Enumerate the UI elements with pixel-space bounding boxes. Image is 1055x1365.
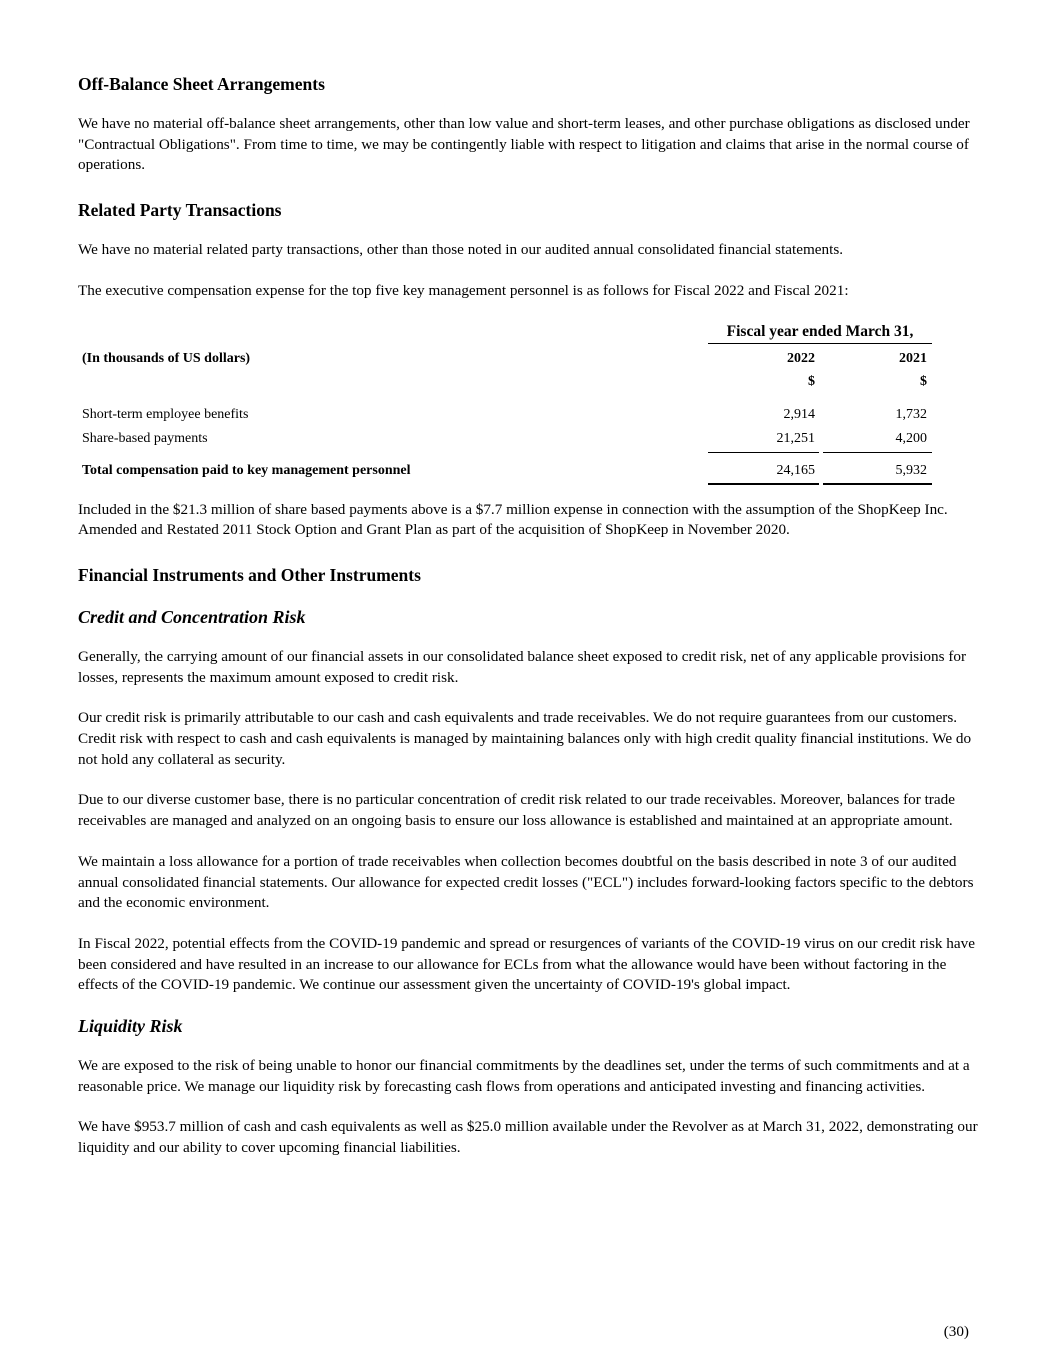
paragraph-credit-risk-3: Due to our diverse customer base, there is no particular concentration of credit risk related to our trade receivables. Moreover, balances for trade receivables are managed and analyzed on an ongoing basis to ensure our loss allowance is established and maintained at an appropriate amount. — [78, 791, 955, 830]
table-period-header: Fiscal year ended March 31, — [726, 322, 914, 340]
heading-credit-risk: Credit and Concentration Risk — [78, 606, 306, 627]
paragraph-related-party-3: Included in the $21.3 million of share based payments above is a $7.7 million expense in connection with the assumption of the ShopKeep Inc. Amended and Restated 2011 Stock Option and Grant Plan as part of the acquisition of ShopKeep in November 2020. — [78, 500, 948, 539]
paragraph-credit-risk-5: In Fiscal 2022, potential effects from the COVID-19 pandemic and spread or resurgences of variants of the COVID-19 virus on our credit risk have been considered and have resulted in an increase to our allowance for ECLs from what the allowance would have been without factoring in the effects of the COVID-19 pandemic. We continue our assessment given the uncertainty of COVID-19's global impact. — [78, 934, 975, 994]
total-rule-2022 — [708, 483, 819, 485]
table-total-2021: 5,932 — [895, 462, 927, 478]
page-number: (30) — [943, 1323, 969, 1340]
table-currency-2021: $ — [920, 373, 927, 389]
table-units-label: (In thousands of US dollars) — [82, 350, 251, 366]
period-header-rule — [708, 343, 932, 344]
heading-off-balance-sheet: Off-Balance Sheet Arrangements — [78, 74, 325, 94]
table-total-label: Total compensation paid to key management personnel — [82, 462, 411, 478]
subtotal-rule-2021 — [823, 452, 932, 453]
paragraph-liquidity-risk-2: We have $953.7 million of cash and cash equivalents as well as $25.0 million available under the Revolver as at March 31, 2022, demonstrating our liquidity and our ability to cover upcoming financial liabilities. — [78, 1118, 978, 1157]
table-row-label: Share-based payments — [82, 430, 208, 446]
table-cell: 21,251 — [776, 430, 815, 446]
paragraph-off-balance-sheet: We have no material off-balance sheet arrangements, other than low value and short-term leases, and other purchase obligations as disclosed under "Contractual Obligations". From time to time, we may be contingently liable with respect to litigation and claims that arise in the normal course of operations. — [78, 115, 970, 174]
document-page — [78, 72, 978, 1159]
heading-related-party: Related Party Transactions — [78, 200, 282, 221]
paragraph-related-party-1: We have no material related party transactions, other than those noted in our audited annual consolidated financial statements. — [78, 241, 844, 259]
paragraph-credit-risk-4: We maintain a loss allowance for a portion of trade receivables when collection becomes doubtful on the basis described in note 3 of our audited annual consolidated financial statements. Our allowance for expected credit losses ("ECL") includes forward-looking factors specific to the debtors and the economic environment. — [78, 852, 974, 912]
table-row-label: Short-term employee benefits — [82, 406, 249, 422]
table-cell: 1,732 — [895, 406, 927, 422]
paragraph-credit-risk-1: Generally, the carrying amount of our financial assets in our consolidated balance sheet exposed to credit risk, net of any applicable provisions for losses, represents the maximum amount exposed to credit risk. — [78, 647, 967, 686]
table-currency-2022: $ — [808, 373, 815, 389]
paragraph-liquidity-risk-1: We are exposed to the risk of being unable to honor our financial commitments by the deadlines set, under the terms of such commitments and at a reasonable price. We manage our liquidity risk by forecasting cash flows from operations and anticipated investing and financing activities. — [78, 1057, 970, 1095]
heading-financial-instruments: Financial Instruments and Other Instruments — [78, 564, 421, 585]
subtotal-rule-2022 — [708, 452, 819, 453]
table-total-2022: 24,165 — [776, 462, 815, 478]
total-rule-2021 — [823, 483, 932, 485]
paragraph-credit-risk-2: Our credit risk is primarily attributable to our cash and cash equivalents and trade receivables. We do not require guarantees from our customers. Credit risk with respect to cash and cash equivalents is managed by maintaining balances only with high credit quality financial institutions. We do not hold any collateral as security. — [78, 709, 972, 768]
heading-liquidity-risk: Liquidity Risk — [78, 1016, 183, 1037]
table-year-2022: 2022 — [787, 350, 815, 366]
table-cell: 4,200 — [895, 430, 927, 446]
table-cell: 2,914 — [783, 406, 815, 422]
compensation-table — [78, 322, 978, 500]
table-year-2021: 2021 — [899, 350, 927, 366]
paragraph-related-party-2: The executive compensation expense for the top five key management personnel is as follows for Fiscal 2022 and Fiscal 2021: — [78, 281, 849, 299]
